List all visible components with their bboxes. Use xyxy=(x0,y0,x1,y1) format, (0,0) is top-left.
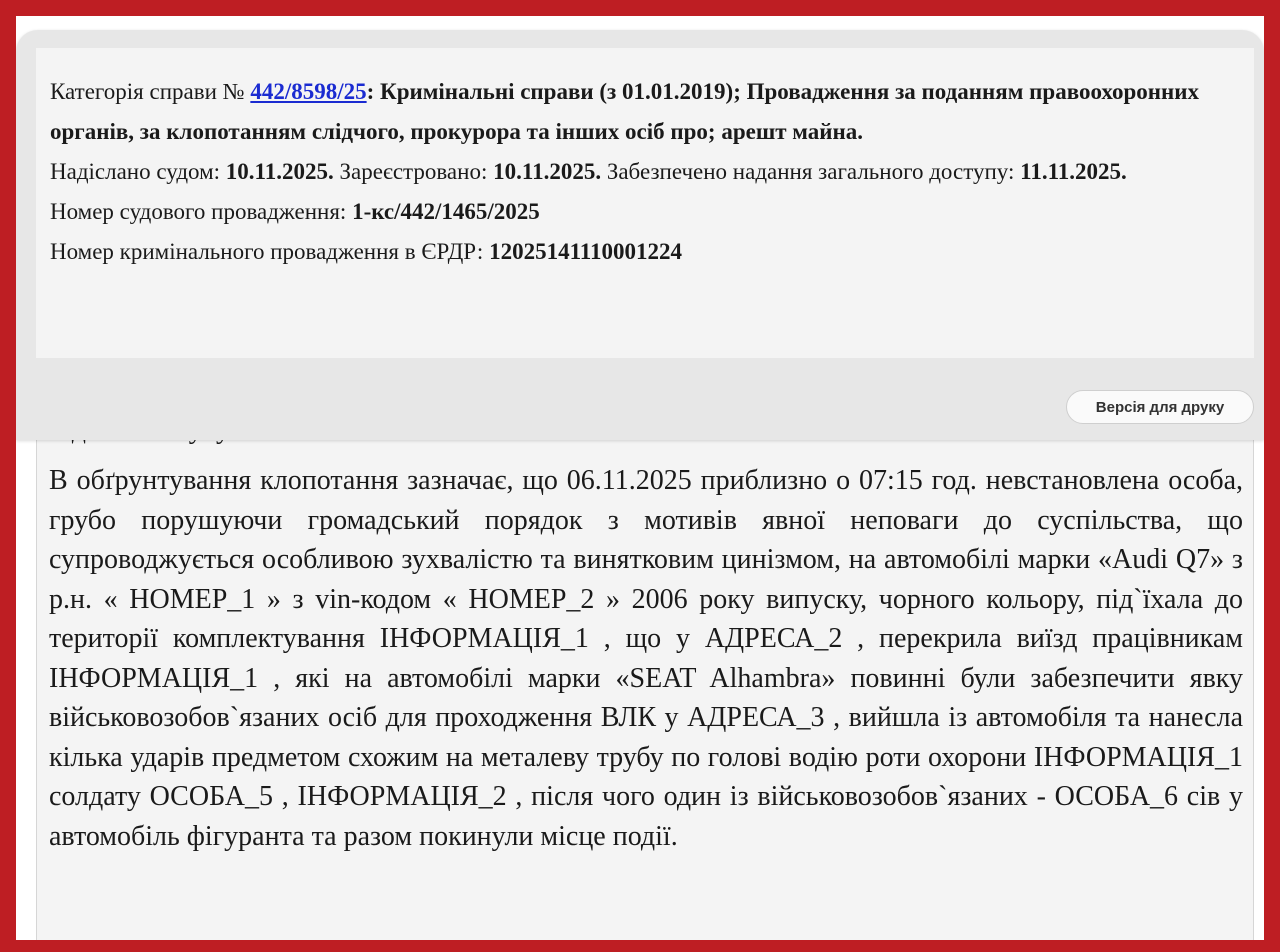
category-label: Категорія справи № xyxy=(50,79,245,104)
case-header-panel xyxy=(16,30,1264,440)
criminal-proceeding-number: 12025141110001224 xyxy=(489,239,683,264)
criminal-proceeding-label: Номер кримінального провадження в ЄРДР: xyxy=(50,239,484,264)
browser-viewport xyxy=(16,16,1264,940)
category-text: : Кримінальні справи (з 01.01.2019); Провадження за поданням правоохоронних органів, за клопотанням слідчого, прокурора та інших осіб про; арешт майна. xyxy=(50,79,1200,144)
court-proceeding-label: Номер судового провадження: xyxy=(50,199,347,224)
sent-date: 10.11.2025. xyxy=(225,159,334,184)
print-version-button[interactable]: Версія для друку xyxy=(1066,390,1254,424)
registered-date: 10.11.2025. xyxy=(493,159,602,184)
registered-label: Зареєстровано: xyxy=(339,159,488,184)
court-proceeding-number: 1-кс/442/1465/2025 xyxy=(352,199,540,224)
case-category-line xyxy=(50,72,1240,152)
sent-label: Надіслано судом: xyxy=(50,159,221,184)
public-access-label: Забезпечено надання загального доступу: xyxy=(606,159,1015,184)
criminal-proceeding-line xyxy=(50,232,1240,272)
document-body xyxy=(36,423,1254,940)
court-proceeding-line xyxy=(50,192,1240,232)
case-info-card xyxy=(36,48,1254,358)
dates-line xyxy=(50,152,1240,192)
case-number-link[interactable]: 442/8598/25 xyxy=(250,79,367,104)
public-access-date: 11.11.2025. xyxy=(1020,159,1127,184)
document-paragraph: В обґрунтування клопотання зазначає, що 06.11.2025 приблизно о 07:15 год. невстановлена особа, грубо порушуючи громадський порядок з мотивів явної неповаги до суспільства, що супроводжується особливою зухвалістю та винятковим цинізмом, на автомобілі марки «Audi Q7» з р.н. « НОМЕР_1 » з vin-кодом « НОМЕР_2 » 2006 року випуску, чорного кольору, під`їхала до території комплектування ІНФОРМАЦІЯ_1 , що у АДРЕСА_2 , перекрила виїзд працівникам ІНФОРМАЦІЯ_1 , які на автомобілі марки «SEAT Alhambra» повинні були забезпечити явку військовозобов`язаних осіб для проходження ВЛК у АДРЕСА_3 , вийшла із автомобіля та нанесла кілька ударів предметом схожим на металеву трубу по голові водію роти охорони ІНФОРМАЦІЯ_1 солдату ОСОБА_5 , ІНФОРМАЦІЯ_2 , після чого один із військовозобов`язаних - ОСОБА_6 сів у автомобіль фігуранта та разом покинули місце події. xyxy=(49,465,1243,852)
